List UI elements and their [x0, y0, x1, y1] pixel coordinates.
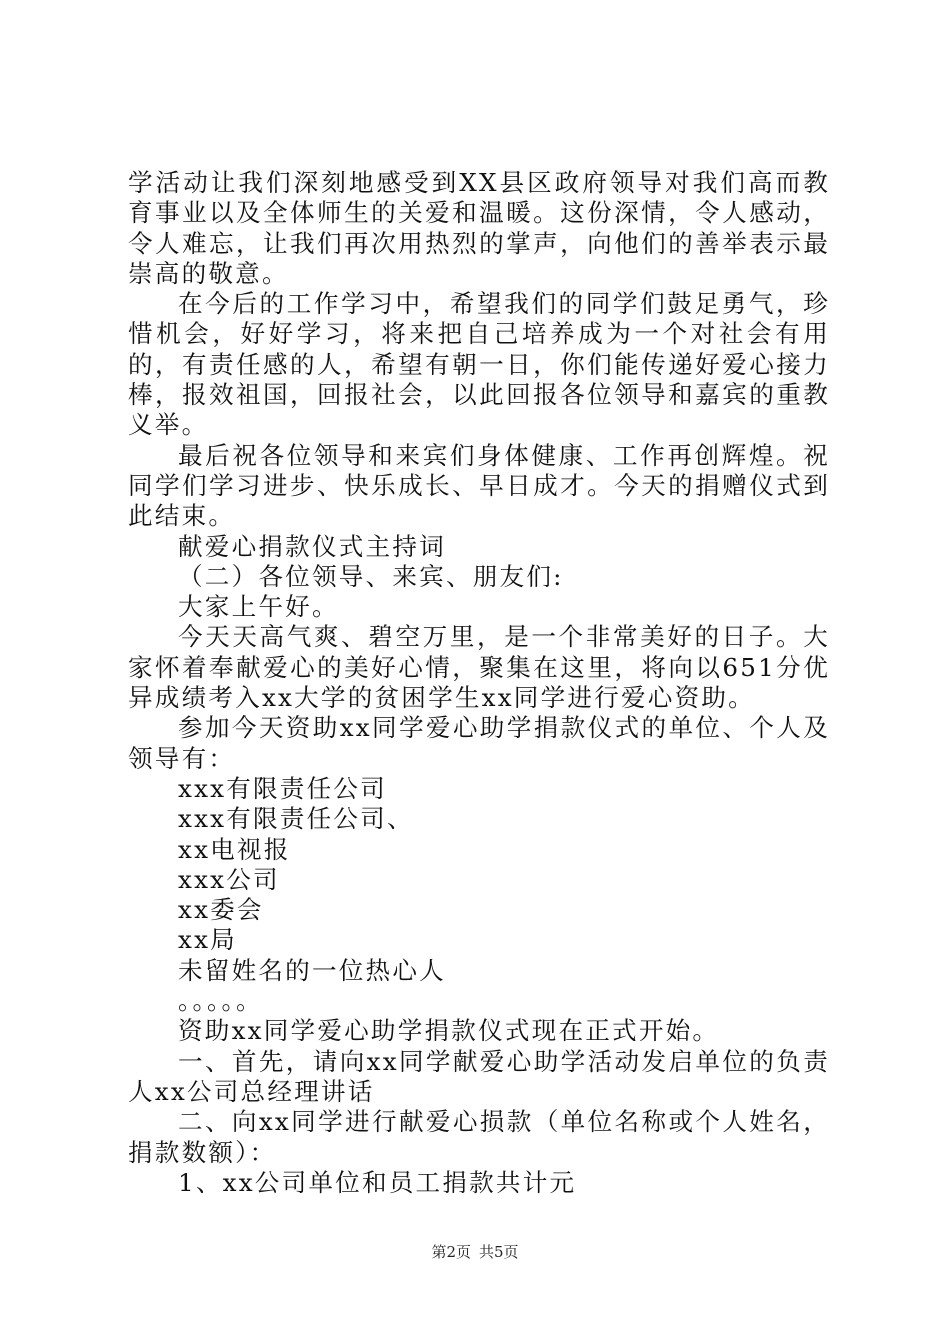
list-item: xx委会 — [178, 895, 264, 925]
paragraph: 参加今天资助xx同学爱心助学捐款仪式的单位、个人及领导有： — [128, 713, 830, 773]
paragraph: 最后祝各位领导和来宾们身体健康、工作再创辉煌。祝同学们学习进步、快乐成长、早日成才。今天的捐赠仪式到此结束。 — [128, 440, 830, 531]
paragraph: 二、向xx同学进行献爱心损款（单位名称或个人姓名，捐款数额）： — [128, 1107, 830, 1167]
list-item: xxx有限责任公司 — [178, 773, 387, 803]
document-body — [128, 168, 830, 1198]
paragraph: 今天天高气爽、碧空万里，是一个非常美好的日子。大家怀着奉献爱心的美好心情，聚集在这里，将向以651分优异成绩考入xx大学的贫困学生xx同学进行爱心资助。 — [128, 622, 830, 713]
greeting-line: 大家上午好。 — [178, 592, 339, 622]
list-item: 。。。。。 — [178, 986, 263, 1016]
list-item: xxx有限责任公司、 — [178, 804, 414, 834]
list-item: xxx公司 — [178, 864, 280, 894]
section-title: 献爱心捐款仪式主持词 — [178, 531, 446, 561]
page-total: 共5页 — [479, 1243, 519, 1261]
paragraph: 学活动让我们深刻地感受到XX县区政府领导对我们高而教育事业以及全体师生的关爱和温暖。这份深情，令人感动，令人难忘，让我们再次用热烈的掌声，向他们的善举表示最崇高的敬意。 — [128, 168, 830, 288]
paragraph: 1、xx公司单位和员工捐款共计元 — [178, 1167, 577, 1197]
list-item: 未留姓名的一位热心人 — [178, 955, 446, 985]
list-item: xx局 — [178, 925, 237, 955]
paragraph: 在今后的工作学习中，希望我们的同学们鼓足勇气，珍惜机会，好好学习，将来把自己培养成为一个对社会有用的，有责任感的人，希望有朝一日，你们能传递好爱心接力棒，报效祖国，回报社会，以此回报各位领导和嘉宾的重教义举。 — [128, 289, 830, 440]
paragraph: 资助xx同学爱心助学捐款仪式现在正式开始。 — [178, 1016, 720, 1046]
page-number: 第2页 — [431, 1243, 471, 1261]
list-item: xx电视报 — [178, 834, 291, 864]
page-footer — [0, 1242, 950, 1262]
greeting-line: （二）各位领导、来宾、朋友们: — [178, 561, 564, 591]
paragraph: 一、首先，请向xx同学献爱心助学活动发启单位的负责人xx公司总经理讲话 — [128, 1046, 830, 1106]
